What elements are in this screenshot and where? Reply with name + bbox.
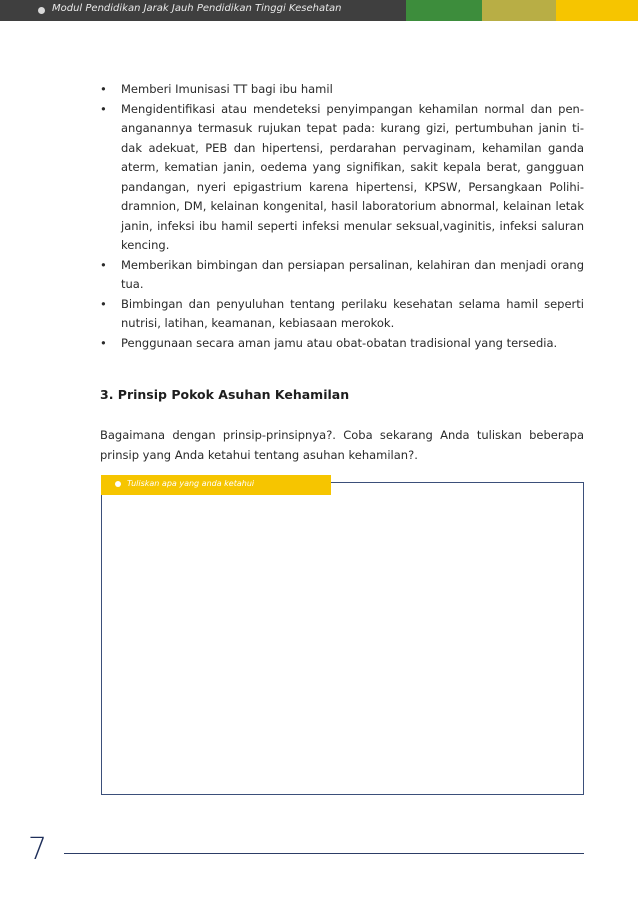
list-item-text: Memberi Imunisasi TT bagi ibu hamil	[121, 82, 333, 96]
footer-divider	[64, 853, 584, 854]
bullet-icon: •	[100, 257, 107, 272]
section-paragraph: Bagaimana dengan prinsip-prinsipnya?. Coba sekarang Anda tuliskan beberapa prinsip yang Anda ketahui tentang asuhan kehamilan?.	[100, 428, 584, 462]
section-heading: 3. Prinsip Pokok Asuhan Kehamilan	[100, 387, 350, 402]
answer-box-label: Tuliskan apa yang anda ketahui	[127, 479, 255, 488]
page-header	[0, 0, 638, 21]
answer-box-tab	[101, 475, 331, 495]
list-item	[100, 256, 584, 295]
list-item-text: Bimbingan dan penyuluhan tentang perilaku kesehatan selama hamil seperti nutrisi, latihan, keamanan, kebiasaan merokok.	[121, 296, 584, 330]
page-number: 7	[28, 832, 48, 867]
header-bar-yellow	[556, 0, 638, 21]
tab-dot-icon	[115, 481, 121, 487]
bullet-icon: •	[100, 335, 107, 350]
list-item	[100, 295, 584, 334]
list-item-text: Penggunaan secara aman jamu atau obat-obatan tradisional yang tersedia.	[121, 335, 558, 350]
bullet-icon: •	[100, 296, 107, 311]
header-dot-icon	[38, 7, 45, 14]
answer-textbox[interactable]	[101, 482, 584, 795]
list-item-text: Mengidentifikasi atau mendeteksi penyimpangan kehamilan normal dan penanganannya termasuk rujukan tepat pada: kurang gizi, pertumbuhan janin tidak adekuat, PEB dan hipertensi, perdarahan pervaginam, kehamilan ganda aterm, kematian janin, oedema yang signifikan, sakit kepala berat, gangguan pandangan, nyeri epigastrium karena hipertensi, KPSW, Persangkaan Polihidramnion, DM, kelainan kongenital, hasil laboratorium abnormal, kelainan letak janin, infeksi ibu hamil seperti infeksi menular seksual,vaginitis, infeksi saluran kencing.	[121, 101, 584, 252]
header-bar-green	[406, 0, 482, 21]
header-title: Modul Pendidikan Jarak Jauh Pendidikan Tinggi Kesehatan	[52, 3, 342, 14]
bullet-icon: •	[100, 82, 107, 96]
list-item-text: Memberikan bimbingan dan persiapan persalinan, kelahiran dan menjadi orang tua.	[121, 257, 584, 291]
bullet-icon: •	[100, 101, 107, 116]
list-item	[100, 80, 584, 100]
list-item	[100, 334, 584, 354]
list-item	[100, 100, 584, 256]
header-bar-olive	[482, 0, 556, 21]
bullet-list	[100, 80, 584, 353]
